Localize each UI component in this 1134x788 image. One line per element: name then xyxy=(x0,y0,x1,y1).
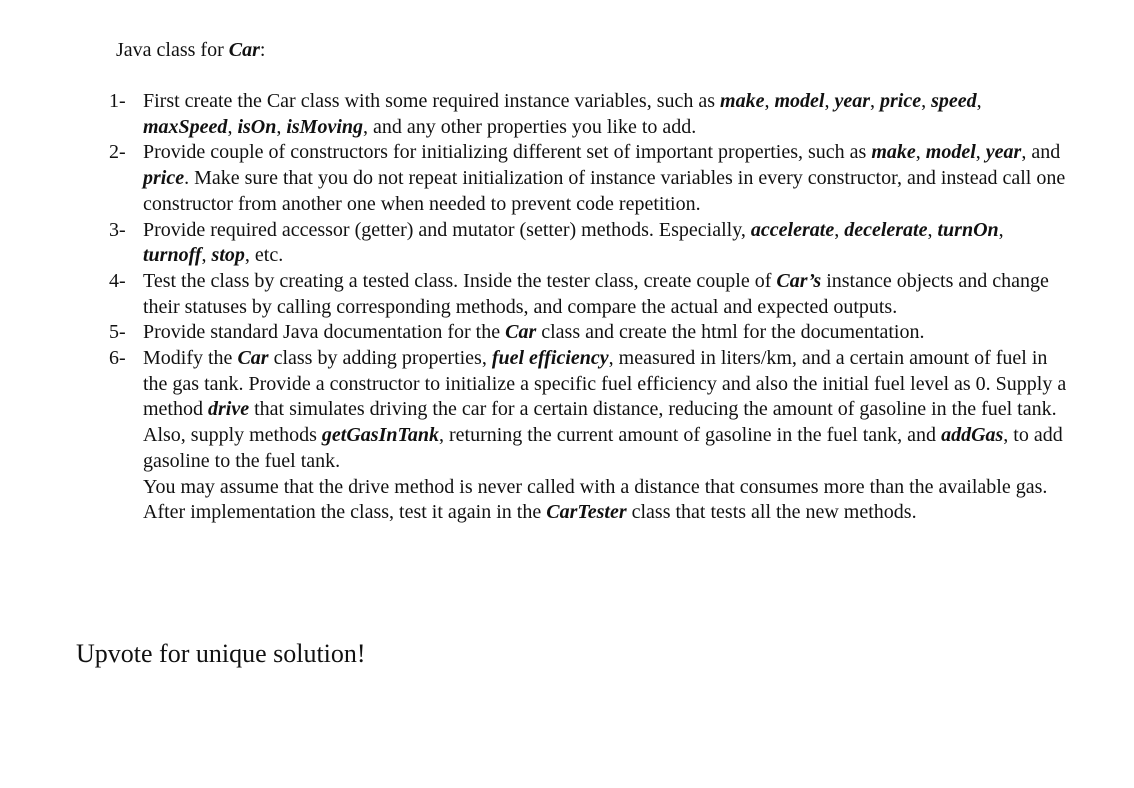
keyword: model xyxy=(774,90,825,112)
keyword: getGasInTank xyxy=(321,424,439,447)
keyword: turnoff xyxy=(143,244,202,267)
text-segment: class and create the html for the documentation. xyxy=(536,321,925,344)
task-text xyxy=(143,218,1069,269)
task-list xyxy=(109,89,1069,526)
task-text xyxy=(143,346,1069,526)
task-text xyxy=(143,269,1069,320)
text-segment: Test the class by creating a tested class. Inside the tester class, create couple of xyxy=(143,269,777,292)
keyword: isOn xyxy=(237,115,277,138)
keyword: stop xyxy=(211,244,245,267)
text-segment: , xyxy=(227,115,238,138)
text-segment: , xyxy=(834,218,845,241)
text-segment: . Make sure that you do not repeat initialization of instance variables in every constructor, and instead call one constructor from another one when needed to prevent code repetition. xyxy=(143,167,1066,215)
text-segment: , xyxy=(998,218,1004,241)
keyword: CarTester xyxy=(546,501,627,524)
task-number: 2- xyxy=(109,141,126,164)
task-text xyxy=(143,89,1069,140)
task-item xyxy=(109,320,1069,346)
task-text xyxy=(143,320,1069,346)
keyword: accelerate xyxy=(750,218,835,241)
heading-suffix: : xyxy=(259,39,266,61)
task-number: 3- xyxy=(109,218,126,241)
task-item xyxy=(109,140,1069,217)
text-segment: Provide couple of constructors for initializing different set of important properties, such as xyxy=(143,141,872,164)
keyword: addGas xyxy=(941,424,1004,447)
task-number: 1- xyxy=(109,90,126,112)
keyword: Car’s xyxy=(776,269,822,292)
task-item xyxy=(109,89,1069,140)
text-segment: , xyxy=(824,90,835,112)
keyword: Car xyxy=(505,321,537,344)
task-text xyxy=(143,140,1069,217)
keyword: price xyxy=(143,167,185,190)
keyword: decelerate xyxy=(844,218,928,241)
text-segment: First create the Car class with some required instance variables, such as xyxy=(143,90,721,112)
text-segment: Provide standard Java documentation for the xyxy=(143,321,506,344)
text-segment: , and xyxy=(1021,141,1061,164)
keyword: model xyxy=(925,141,976,164)
keyword: drive xyxy=(208,398,250,421)
text-segment: , xyxy=(870,90,881,112)
task-item xyxy=(109,346,1069,526)
text-segment: Provide required accessor (getter) and mutator (setter) methods. Especially, xyxy=(143,218,751,241)
text-segment: instance objects and change their statuses by calling corresponding methods, and compare the actual and expected outputs. xyxy=(143,269,1049,318)
keyword: make xyxy=(720,90,765,112)
keyword: year xyxy=(834,90,871,112)
keyword: make xyxy=(871,141,916,164)
keyword: Car xyxy=(237,347,269,370)
task-number: 4- xyxy=(109,269,126,292)
text-segment: , xyxy=(764,90,775,112)
keyword: isMoving xyxy=(286,115,364,138)
document-heading xyxy=(116,37,265,63)
task-item xyxy=(109,269,1069,320)
text-segment: Modify the xyxy=(143,347,238,370)
task-number: 6- xyxy=(109,347,126,370)
text-segment: , xyxy=(201,244,212,267)
keyword: maxSpeed xyxy=(143,115,228,138)
text-segment: , etc. xyxy=(244,244,284,267)
text-segment: , xyxy=(915,141,926,164)
keyword: year xyxy=(985,141,1022,164)
text-segment: , xyxy=(975,141,986,164)
text-segment: class by adding properties, xyxy=(268,347,492,370)
task-number: 5- xyxy=(109,321,126,344)
upvote-note: Upvote for unique solution! xyxy=(76,639,366,668)
keyword: turnOn xyxy=(937,218,999,241)
text-segment: , xyxy=(921,90,932,112)
text-segment: , to add gasoline to the fuel tank. xyxy=(143,424,1063,472)
keyword: speed xyxy=(931,90,977,112)
heading-prefix: Java class for xyxy=(116,39,229,61)
keyword: fuel efficiency xyxy=(491,347,609,370)
text-segment: , measured in liters/km, and a certain amount of fuel in the gas tank. Provide a constructor to initialize a specific fuel efficiency and also the initial fuel level as 0. Supply a method xyxy=(143,347,1067,421)
text-segment: that simulates driving the car for a certain distance, reducing the amount of gasoline in the fuel tank. Also, supply methods xyxy=(143,398,1057,447)
text-segment: , returning the current amount of gasoline in the fuel tank, and xyxy=(438,424,942,447)
text-segment: , and any other properties you like to add. xyxy=(363,115,697,138)
heading-class-name: Car xyxy=(228,39,260,61)
text-segment: , xyxy=(976,90,982,112)
text-segment: You may assume that the drive method is never called with a distance that consumes more than the available gas. After implementation the class, test it again in the xyxy=(143,475,1048,524)
task-item xyxy=(109,218,1069,269)
text-segment: , xyxy=(927,218,938,241)
text-segment: , xyxy=(276,115,287,138)
keyword: price xyxy=(880,90,922,112)
text-segment: class that tests all the new methods. xyxy=(626,501,917,524)
